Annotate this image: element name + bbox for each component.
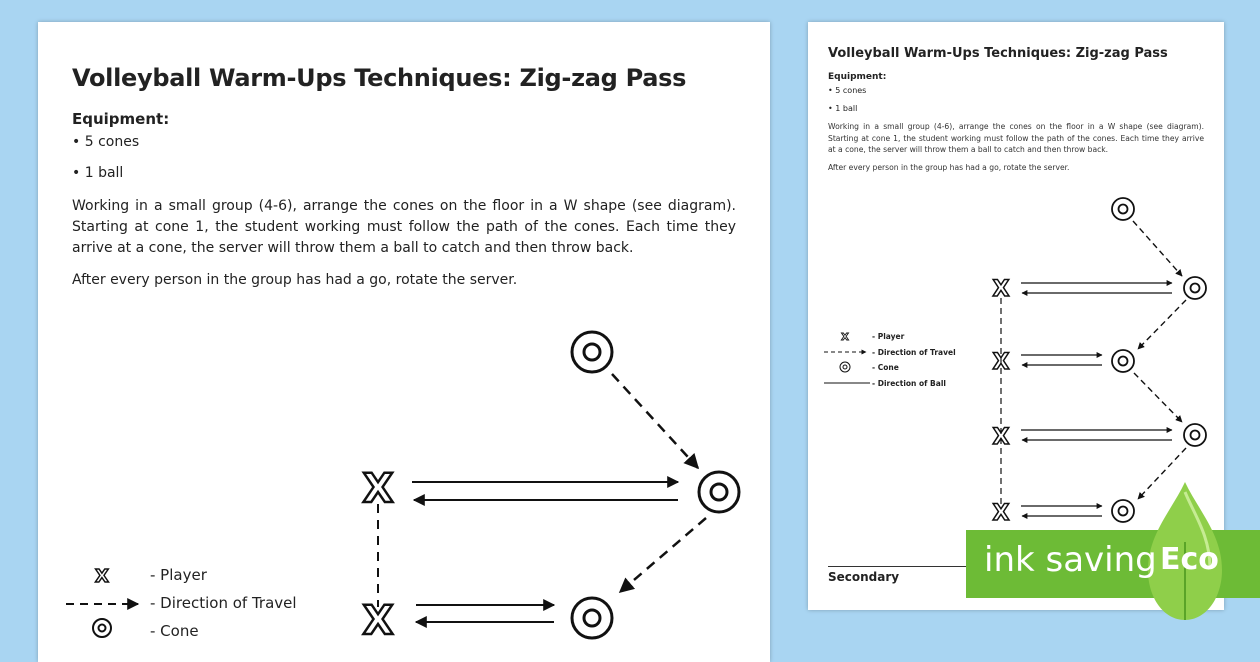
cone-icon: [572, 332, 612, 372]
cone-icon: [572, 598, 612, 638]
cone-icon: [1112, 198, 1134, 220]
footer-label: Secondary: [828, 570, 900, 584]
equipment-heading: Equipment:: [72, 110, 170, 128]
legend-cone-icon: [840, 362, 850, 372]
legend-player-icon: X: [95, 566, 109, 587]
legend-player-icon: X: [841, 332, 849, 343]
legend-cone-label: - Cone: [150, 622, 199, 640]
equipment-item-ball: • 1 ball: [828, 104, 858, 113]
travel-path: [1138, 300, 1186, 349]
travel-path: [1133, 221, 1182, 276]
legend-ball-label: - Direction of Ball: [872, 379, 946, 388]
instructions-paragraph: Working in a small group (4-6), arrange the cones on the floor in a W shape (see diagram). Starting at cone 1, the student working must follow the path of the cones. Each time they arrive at a cone, the server will throw them a ball to catch and then throw back.: [72, 198, 736, 256]
cone-icon: [699, 472, 739, 512]
player-icon: X: [992, 425, 1010, 450]
player-icon: X: [362, 466, 394, 512]
cone-icon: [1184, 424, 1206, 446]
player-icon: X: [992, 277, 1010, 302]
page-title: Volleyball Warm-Ups Techniques: Zig-zag Pass: [828, 46, 1168, 61]
equipment-heading: Equipment:: [828, 72, 887, 82]
equipment-item-cones: • 5 cones: [828, 86, 867, 95]
travel-path: [1134, 373, 1182, 422]
player-icon: X: [992, 350, 1010, 375]
player-icon: X: [362, 598, 394, 644]
cone-icon: [1112, 500, 1134, 522]
rotation-note: After every person in the group has had a go, rotate the server.: [828, 163, 1070, 172]
instructions-paragraph: Working in a small group (4-6), arrange the cones on the floor in a W shape (see diagram). Starting at cone 1, the student working must follow the path of the cones. Each time they arrive at a cone, the server will throw them a ball to catch and then throw back.: [828, 122, 1204, 154]
legend-travel-label: - Direction of Travel: [872, 348, 956, 357]
legend-player-label: - Player: [872, 332, 905, 341]
footer-divider: [828, 566, 968, 567]
eco-label: Eco: [1160, 542, 1219, 577]
legend-travel-label: - Direction of Travel: [150, 594, 297, 612]
legend-cone-icon: [93, 619, 111, 637]
travel-path: [620, 518, 706, 592]
travel-path: [612, 374, 698, 468]
player-icon: X: [992, 501, 1010, 526]
zigzag-diagram-large: [38, 22, 770, 662]
legend-cone-label: - Cone: [872, 363, 899, 372]
ink-saving-text: ink saving: [984, 540, 1157, 580]
worksheet-preview-large: [38, 22, 770, 662]
cone-icon: [1184, 277, 1206, 299]
cone-icon: [1112, 350, 1134, 372]
rotation-note: After every person in the group has had a go, rotate the server.: [72, 272, 518, 288]
legend-player-label: - Player: [150, 566, 207, 584]
page-title: Volleyball Warm-Ups Techniques: Zig-zag Pass: [72, 64, 687, 92]
equipment-item-cones: • 5 cones: [72, 134, 140, 150]
equipment-item-ball: • 1 ball: [72, 165, 124, 181]
